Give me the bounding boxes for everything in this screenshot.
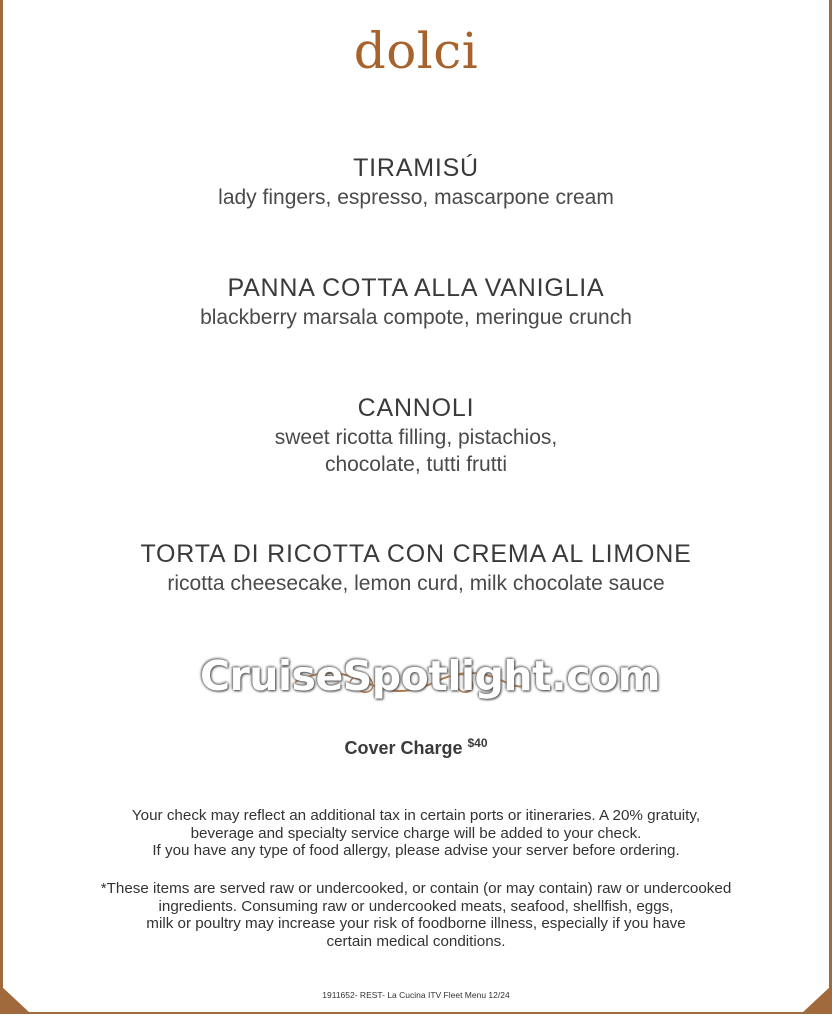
raw-food-notice	[0, 880, 832, 950]
footer-code: 1911652- REST- La Cucina ITV Fleet Menu 12/24	[322, 990, 510, 1000]
item-name: TORTA DI RICOTTA CON CREMA AL LIMONE	[140, 540, 692, 568]
bottom-border	[0, 1012, 832, 1014]
watermark	[200, 652, 660, 712]
menu-title: dolci	[353, 22, 479, 80]
tax-notice	[0, 807, 832, 860]
notice-line: ingredients. Consuming raw or undercooked meats, seafood, shellfish, eggs,	[158, 897, 674, 915]
item-description: ricotta cheesecake, lemon curd, milk chocolate sauce	[167, 572, 665, 595]
menu-item	[0, 152, 832, 211]
item-name: CANNOLI	[357, 394, 475, 422]
menu-item	[0, 538, 832, 597]
menu-item	[0, 272, 832, 331]
item-description: chocolate, tutti frutti	[324, 453, 508, 476]
item-name: PANNA COTTA ALLA VANIGLIA	[227, 274, 605, 302]
notice-line: Your check may reflect an additional tax in certain ports or itineraries. A 20% gratuity,	[131, 807, 701, 824]
watermark-text: CruiseSpotlight.com	[200, 652, 660, 700]
item-description: lady fingers, espresso, mascarpone cream	[218, 186, 614, 209]
notice-line: *These items are served raw or undercooked, or contain (or may contain) raw or undercooked	[100, 880, 732, 897]
notice-line: beverage and specialty service charge will be added to your check.	[190, 824, 642, 842]
notice-line: milk or poultry may increase your risk of foodborne illness, especially if you have	[146, 915, 686, 932]
item-description: sweet ricotta filling, pistachios,	[274, 426, 558, 449]
item-name: TIRAMISÚ	[353, 154, 479, 182]
notice-line: If you have any type of food allergy, please advise your server before ordering.	[152, 842, 680, 859]
cover-charge-price: $40	[467, 736, 488, 750]
notice-line: certain medical conditions.	[326, 932, 506, 950]
menu-item	[0, 392, 832, 478]
item-description: blackberry marsala compote, meringue crunch	[200, 306, 632, 329]
cover-charge-label: Cover Charge	[344, 738, 468, 758]
cover-charge	[0, 738, 832, 759]
